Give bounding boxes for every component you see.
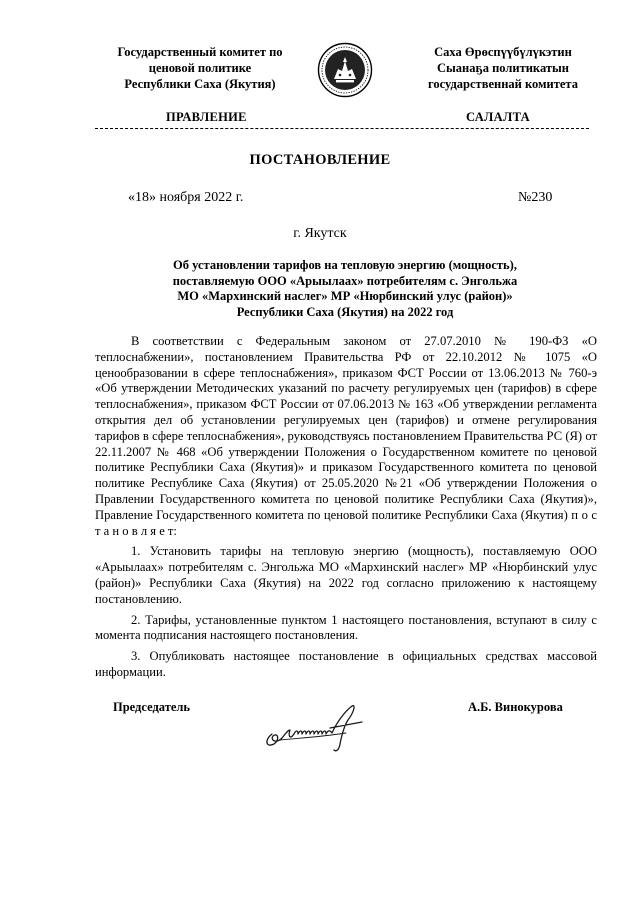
- coat-of-arms-icon: [317, 42, 373, 98]
- signature-icon: [260, 700, 380, 756]
- resolution-item-1: 1. Установить тарифы на тепловую энергию (мощность), поставляемую ООО «Арыылаах» потребителям с. Энгольжа МО «Мархинский наслег» МР «Нюрбинский улус (район)» Республики Саха (Якутия) на 2022 год согласно приложению к настоящему постановлению.: [95, 544, 597, 606]
- left-org-line-2: ценовой политике: [148, 61, 252, 75]
- left-org-name: [95, 44, 305, 92]
- subject-line-1: Об установлении тарифов на тепловую энергию (мощность),: [173, 258, 517, 272]
- signer-name: А.Б. Винокурова: [468, 700, 563, 714]
- left-department: ПРАВЛЕНИЕ: [166, 110, 247, 124]
- left-org-line-3: Республики Саха (Якутия): [124, 77, 276, 91]
- document-body: [95, 334, 597, 681]
- preamble-paragraph: В соответствии с Федеральным законом от 27.07.2010 № 190-ФЗ «О теплоснабжении», постановлением Правительства РФ от 22.10.2012 № 1075 «О ценообразовании в сфере теплоснабжения», приказом ФСТ России от 13.06.2013 № 760-э «Об утверждении Методических указаний по расчету регулируемых цен (тарифов) в сфере теплоснабжения», приказом ФСТ России от 07.06.2013 № 163 «Об утверждении регламента открытия дел об установлении регулируемых цен (тарифов) и отмене регулирования тарифов в сфере теплоснабжения», руководствуясь постановлением Правительства РС (Я) от 22.11.2007 № 468 «Об утверждении Положения о Государственном комитете по ценовой политике Республики Саха (Якутия)» и приказом Государственного комитета по ценовой политике Республике Саха (Якутия) от 25.05.2020 №21 «Об утверждении Положения о Правлении Государственного комитета по ценовой политике Республики Саха (Якутия)», Правление Государственного комитета по ценовой политике Республики Саха (Якутия) п о с т а н о в л я е т:: [95, 334, 597, 538]
- document-type: ПОСТАНОВЛЕНИЕ: [249, 152, 391, 168]
- resolution-item-2: 2. Тарифы, установленные пунктом 1 настоящего постановления, вступают в силу с момента подписания настоящего постановления.: [95, 612, 597, 643]
- document-date: «18» ноября 2022 г.: [128, 190, 244, 205]
- right-org-line-3: государственнай комитета: [428, 77, 578, 91]
- document-city: г. Якутск: [293, 226, 347, 241]
- right-org-line-2: Сыанаҕа политикатын: [437, 61, 569, 75]
- document-subject: [100, 258, 590, 320]
- document-number: №230: [518, 190, 553, 205]
- subject-line-2: поставляемую ООО «Арыылаах» потребителям с. Энгольжа: [172, 273, 518, 288]
- resolution-item-3: 3. Опубликовать настоящее постановление в официальных средствах массовой информации.: [95, 649, 597, 679]
- signer-position: Председатель: [113, 700, 191, 714]
- right-org-line-1: Саха Өрөспүүбүлүкэтин: [434, 45, 572, 59]
- header-divider: [95, 128, 589, 129]
- right-department: САЛАЛТА: [466, 110, 530, 124]
- subject-line-4: Республики Саха (Якутия) на 2022 год: [236, 304, 454, 319]
- left-org-line-1: Государственный комитет по: [117, 45, 283, 59]
- subject-line-3: МО «Мархинский наслег» МР «Нюрбинский улус (район)»: [177, 289, 513, 303]
- right-org-name: [398, 44, 608, 92]
